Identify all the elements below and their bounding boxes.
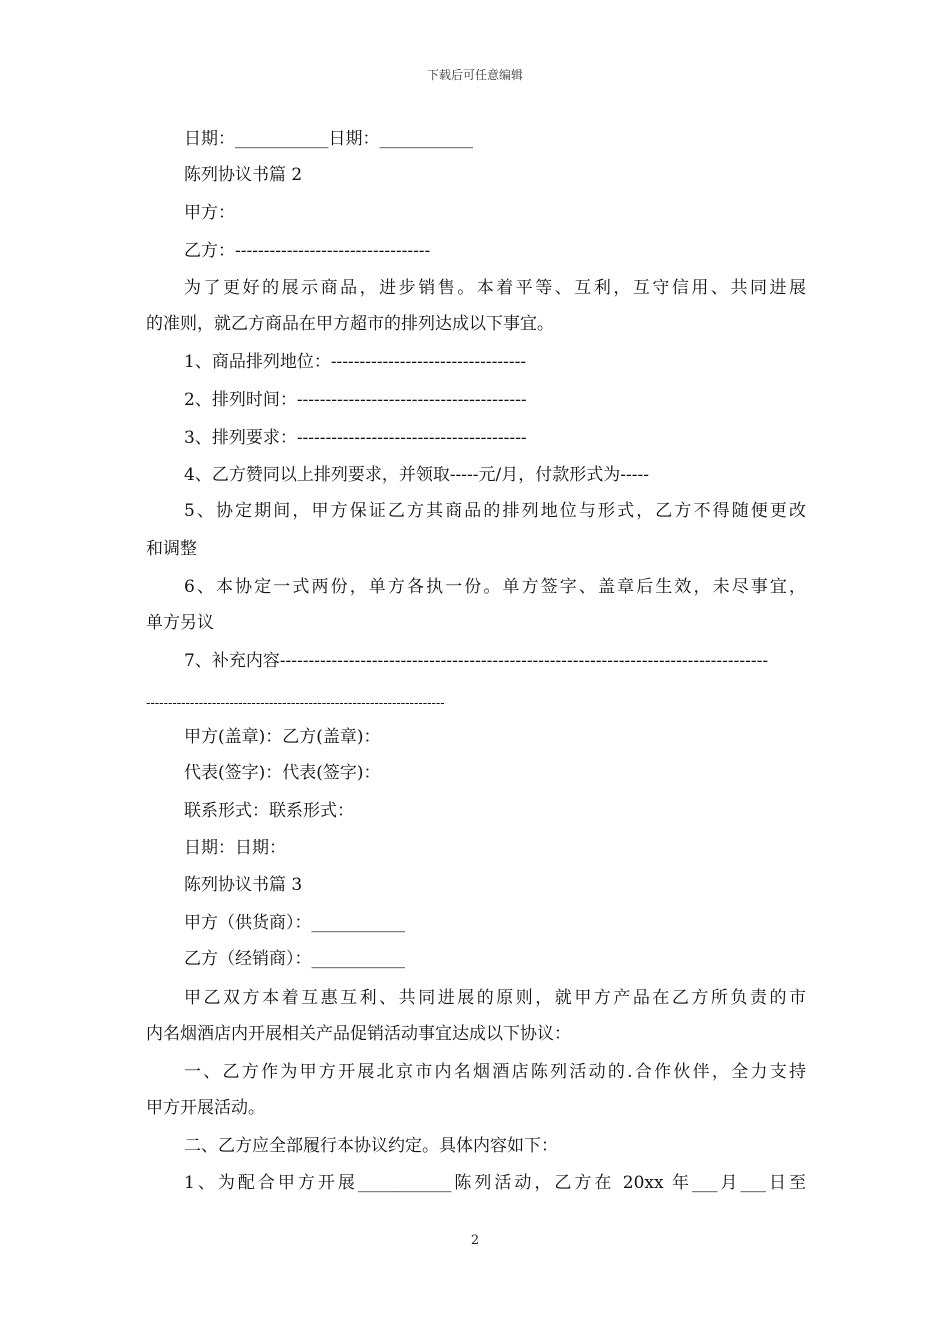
clause-line: 单方另议 xyxy=(146,613,214,633)
party-a-line: 甲方（供货商）：___________ xyxy=(184,913,405,933)
section-heading: 陈列协议书篇 2 xyxy=(184,165,303,185)
paragraph-line: 为了更好的展示商品，进步销售。本着平等、互利，互守信用、共同进展 xyxy=(184,278,806,298)
signature-line: 联系形式：联系形式： xyxy=(184,801,354,821)
party-b-line: 乙方：---------------------------------- xyxy=(184,241,431,261)
paragraph-line: 的准则，就乙方商品在甲方超市的排列达成以下事宜。 xyxy=(146,314,554,334)
date-line: 日期：___________日期：___________ xyxy=(184,129,473,149)
clause-line: 2、排列时间：---------------------------------------- xyxy=(184,390,527,410)
page-number: 2 xyxy=(470,1233,480,1248)
paragraph-line: 内名烟酒店内开展相关产品促销活动事宜达成以下协议： xyxy=(146,1024,571,1044)
clause-line: 6、本协定一式两份，单方各执一份。单方签字、盖章后生效，未尽事宜， xyxy=(184,577,806,597)
clause-line: 7、补充内容------------------------------------------------------------------------------------- xyxy=(184,651,769,671)
paragraph-line: 甲方开展活动。 xyxy=(146,1098,265,1118)
paragraph-line: 1、为配合甲方开展___________陈列活动，乙方在 20xx 年___月___日至 xyxy=(184,1173,806,1193)
party-a-line: 甲方： xyxy=(184,203,235,223)
clause-line: 和调整 xyxy=(146,539,197,559)
paragraph-line: 二、乙方应全部履行本协议约定。具体内容如下： xyxy=(184,1136,558,1156)
clause-line: 1、商品排列地位：---------------------------------- xyxy=(184,352,527,372)
paragraph-line: 一、乙方作为甲方开展北京市内名烟酒店陈列活动的.合作伙伴，全力支持 xyxy=(184,1062,806,1082)
clause-line: 5、协定期间，甲方保证乙方其商品的排列地位与形式，乙方不得随便更改 xyxy=(184,501,806,521)
party-b-line: 乙方（经销商）：___________ xyxy=(184,949,405,969)
signature-line: 代表(签字)：代表(签字)： xyxy=(184,763,381,783)
page-header: 下载后可任意编辑 xyxy=(426,68,523,82)
signature-line: 日期：日期： xyxy=(184,838,286,858)
clause-line: -------------------------------------------------------------------- xyxy=(146,696,445,711)
clause-line: 3、排列要求：---------------------------------------- xyxy=(184,428,527,448)
paragraph-line: 甲乙双方本着互惠互利、共同进展的原则，就甲方产品在乙方所负责的市 xyxy=(184,988,806,1008)
signature-line: 甲方(盖章)：乙方(盖章)： xyxy=(184,727,381,747)
section-heading: 陈列协议书篇 3 xyxy=(184,875,303,895)
clause-line: 4、乙方赞同以上排列要求，并领取-----元/月，付款形式为----- xyxy=(184,465,649,485)
